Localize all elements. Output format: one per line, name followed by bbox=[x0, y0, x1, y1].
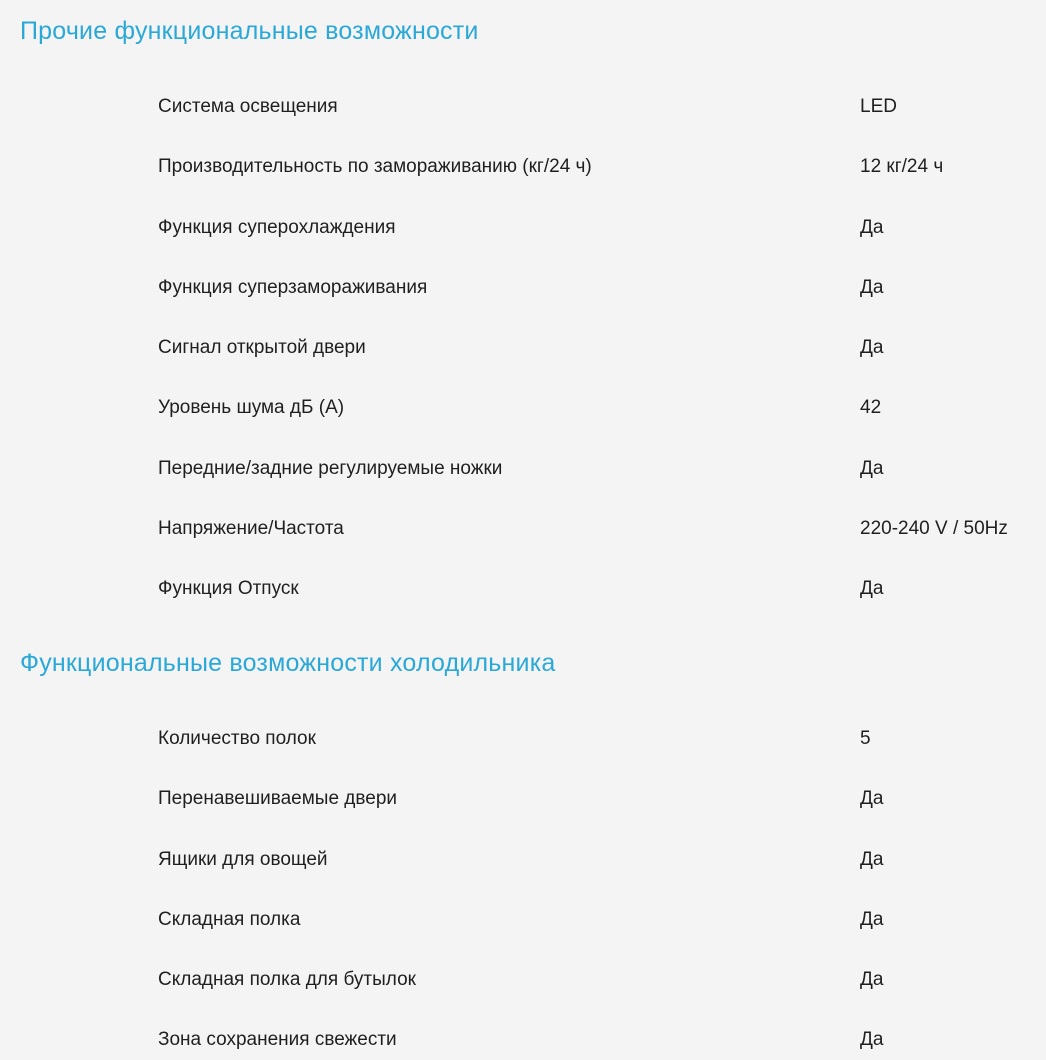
spec-label: Зона сохранения свежести bbox=[158, 1029, 397, 1051]
spec-value: Да bbox=[860, 969, 884, 991]
spec-list bbox=[0, 96, 1046, 639]
section-title: Прочие функциональные возможности bbox=[20, 17, 479, 45]
spec-row-vegetable-drawers bbox=[0, 849, 1046, 909]
spec-value: Да bbox=[860, 1029, 884, 1051]
spec-value: Да bbox=[860, 337, 884, 359]
spec-value: Да bbox=[860, 848, 884, 870]
spec-label: Сигнал открытой двери bbox=[158, 337, 366, 359]
spec-row-super-cooling bbox=[0, 217, 1046, 277]
spec-row-holiday-mode bbox=[0, 578, 1046, 638]
spec-row-adjustable-feet bbox=[0, 458, 1046, 518]
spec-label: Уровень шума дБ (A) bbox=[158, 397, 345, 419]
spec-row-reversible-doors bbox=[0, 788, 1046, 848]
spec-value: 5 bbox=[860, 728, 871, 749]
spec-row-super-freezing bbox=[0, 277, 1046, 337]
spec-row-bottle-shelf bbox=[0, 969, 1046, 1029]
spec-value: LED bbox=[860, 96, 897, 117]
spec-value: 220-240 V / 50Hz bbox=[860, 518, 1008, 540]
spec-value: Да bbox=[860, 908, 884, 930]
spec-row-voltage-frequency bbox=[0, 518, 1046, 578]
spec-row-noise-level bbox=[0, 397, 1046, 457]
spec-label: Складная полка для бутылок bbox=[158, 969, 416, 991]
spec-row-lighting bbox=[0, 96, 1046, 156]
spec-row-shelf-count bbox=[0, 728, 1046, 788]
spec-label: Перенавешиваемые двери bbox=[158, 788, 398, 810]
spec-row-freshness-zone bbox=[0, 1029, 1046, 1060]
spec-row-door-alarm bbox=[0, 337, 1046, 397]
spec-value: 42 bbox=[860, 397, 882, 419]
spec-value: Да bbox=[860, 216, 884, 238]
spec-label: Функция Отпуск bbox=[158, 578, 299, 600]
spec-value: Да bbox=[860, 457, 884, 479]
section-title: Функциональные возможности холодильника bbox=[20, 649, 556, 677]
spec-label: Система освещения bbox=[158, 96, 338, 117]
spec-label: Складная полка bbox=[158, 908, 301, 930]
spec-label: Функция суперохлаждения bbox=[158, 216, 396, 238]
section-other-features bbox=[0, 19, 1046, 639]
spec-label: Функция суперзамораживания bbox=[158, 276, 428, 298]
spec-value: Да bbox=[860, 276, 884, 298]
spec-list bbox=[0, 728, 1046, 1060]
spec-value: 12 кг/24 ч bbox=[860, 156, 944, 178]
spec-label: Производительность по замораживанию (кг/24 ч) bbox=[158, 156, 592, 178]
spec-label: Количество полок bbox=[158, 728, 316, 749]
spec-label: Передние/задние регулируемые ножки bbox=[158, 457, 503, 479]
spec-label: Напряжение/Частота bbox=[158, 518, 344, 540]
section-fridge-features bbox=[0, 651, 1046, 1060]
spec-row-folding-shelf bbox=[0, 909, 1046, 969]
spec-label: Ящики для овощей bbox=[158, 848, 328, 870]
spec-value: Да bbox=[860, 788, 884, 810]
spec-row-freezing-capacity bbox=[0, 156, 1046, 216]
spec-value: Да bbox=[860, 578, 884, 600]
